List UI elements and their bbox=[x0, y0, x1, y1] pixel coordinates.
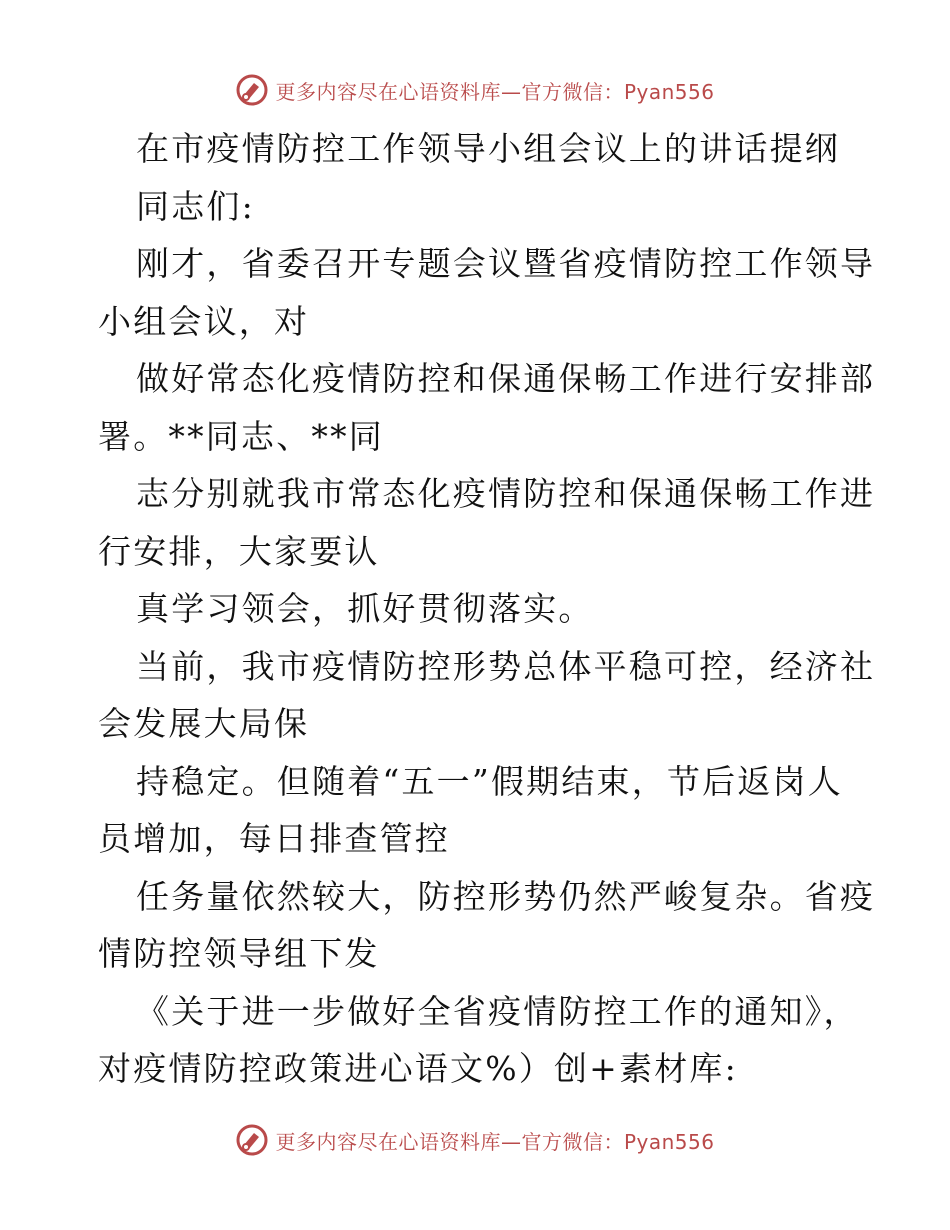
paragraph-line: 刚才，省委召开专题会议暨省疫情防控工作领导 bbox=[136, 244, 876, 283]
logo-icon bbox=[235, 73, 269, 107]
paragraph-line: 署。**同志、**同 bbox=[98, 416, 384, 456]
paragraph-line: 持稳定。但随着“五一”假期结束，节后返岗人 bbox=[136, 761, 843, 801]
paragraph-line: 真学习领会，抓好贯彻落实。 bbox=[136, 589, 594, 628]
paragraph-line: 会发展大局保 bbox=[98, 704, 310, 743]
footer-banner bbox=[0, 1118, 950, 1162]
paragraph-line: 情防控领导组下发 bbox=[98, 934, 380, 973]
paragraph-line: 《关于进一步做好全省疫情防控工作的通知》， bbox=[136, 991, 859, 1031]
document-title: 在市疫情防控工作领导小组会议上的讲话提纲 bbox=[136, 129, 840, 168]
footer-banner-text: 更多内容尽在心语资料库—官方微信：Pyan556 bbox=[275, 1129, 715, 1154]
paragraph-line: 当前，我市疫情防控形势总体平稳可控，经济社 bbox=[136, 646, 876, 686]
paragraph-line: 员增加，每日排查管控 bbox=[98, 819, 450, 858]
paragraph-line: 做好常态化疫情防控和保通保畅工作进行安排部 bbox=[136, 359, 876, 398]
paragraph-line: 志分别就我市常态化疫情防控和保通保畅工作进 bbox=[136, 474, 876, 513]
logo-icon bbox=[235, 1123, 269, 1157]
paragraph-line: 小组会议，对 bbox=[98, 301, 310, 341]
paragraph-line: 对疫情防控政策进心语文%）创+素材库: bbox=[98, 1049, 738, 1088]
paragraph-line: 任务量依然较大，防控形势仍然严峻复杂。省疫 bbox=[136, 876, 876, 916]
document-body bbox=[98, 120, 876, 1098]
header-banner-text: 更多内容尽在心语资料库—官方微信：Pyan556 bbox=[275, 79, 715, 104]
salutation: 同志们: bbox=[136, 186, 255, 226]
paragraph-line: 行安排，大家要认 bbox=[98, 531, 380, 571]
header-banner bbox=[0, 68, 950, 112]
